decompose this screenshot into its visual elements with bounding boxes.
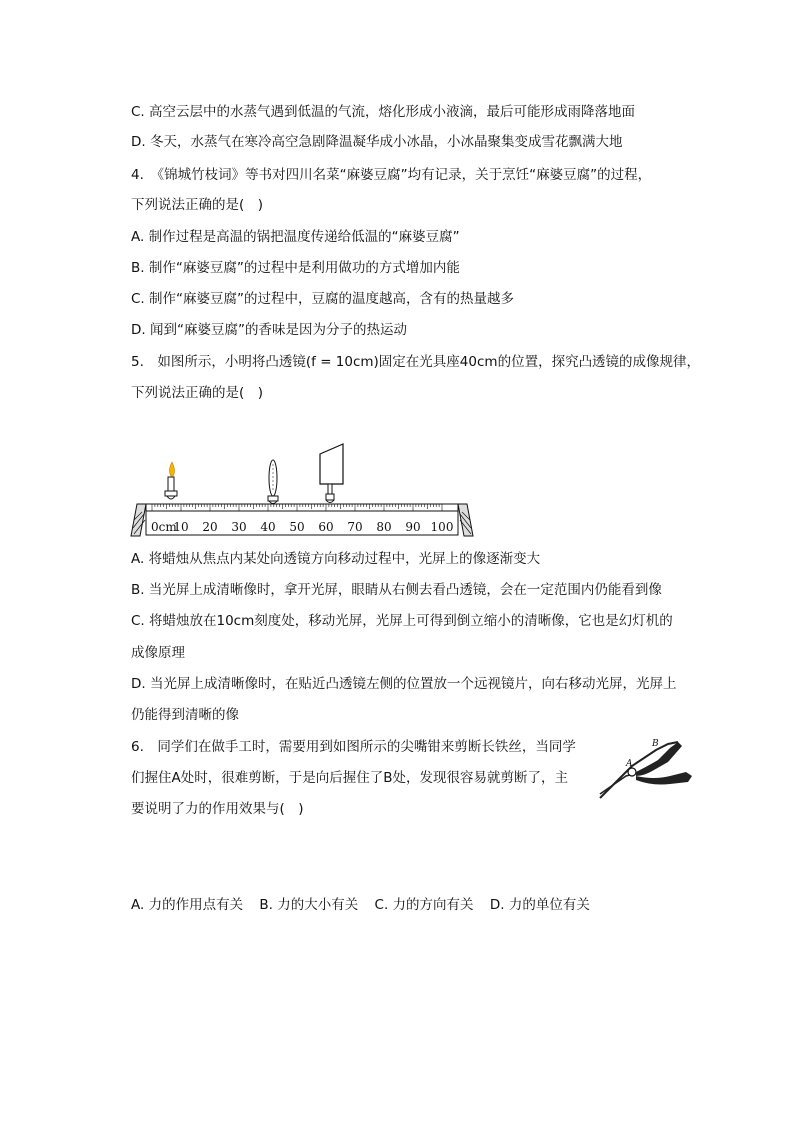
pliers-label-a: A bbox=[626, 759, 633, 769]
ruler-label: 60 bbox=[318, 520, 334, 534]
q4-option-b: B. 制作“麻婆豆腐”的过程中是利用做功的方式增加内能 bbox=[131, 260, 460, 276]
q4-stem-line2: 下列说法正确的是( ) bbox=[131, 197, 264, 213]
q5-stem-line1: 5. 如图所示，小明将凸透镜(f = 10cm)固定在光具座40cm的位置，探究凸透镜的成像规律， bbox=[131, 354, 701, 370]
q4-stem-line1: 4. 《锦城竹枝词》等书对四川名菜“麻婆豆腐”均有记录，关于烹饪“麻婆豆腐”的过程， bbox=[131, 167, 652, 183]
q6-option-b: B. 力的大小有关 bbox=[259, 897, 359, 913]
ruler-label: 50 bbox=[289, 520, 305, 534]
q6-stem-line1: 6. 同学们在做手工时，需要用到如图所示的尖嘴钳来剪断长铁丝，当同学 bbox=[131, 739, 576, 755]
pliers-label-b: B bbox=[652, 739, 659, 749]
q5-option-d-line1: D. 当光屏上成清晰像时，在贴近凸透镜左侧的位置放一个远视镜片，向右移动光屏，光屏上 bbox=[131, 676, 677, 692]
ruler-label: 90 bbox=[405, 520, 421, 534]
pliers-figure bbox=[596, 736, 696, 802]
ruler-label: 80 bbox=[376, 520, 392, 534]
q5-option-c-line1: C. 将蜡烛放在10cm刻度处，移动光屏，光屏上可得到倒立缩小的清晰像，它也是幻灯机的 bbox=[131, 613, 673, 629]
q5-option-a: A. 将蜡烛从焦点内某处向透镜方向移动过程中，光屏上的像逐渐变大 bbox=[131, 551, 541, 567]
ruler-label: 30 bbox=[231, 520, 247, 534]
light-screen bbox=[320, 444, 343, 503]
q5-option-b: B. 当光屏上成清晰像时，拿开光屏，眼睛从右侧去看凸透镜，会在一定范围内仍能看到像 bbox=[131, 582, 662, 598]
ruler-label: 100 bbox=[430, 520, 454, 534]
ruler-label: 70 bbox=[347, 520, 363, 534]
q4-option-c: C. 制作“麻婆豆腐”的过程中，豆腐的温度越高，含有的热量越多 bbox=[131, 291, 514, 307]
q3-option-c: C. 高空云层中的水蒸气遇到低温的气流，熔化形成小液滴，最后可能形成雨降落地面 bbox=[131, 104, 636, 120]
q3-option-d: D. 冬天，水蒸气在寒冷高空急剧降温凝华成小冰晶，小冰晶聚集变成雪花飘满大地 bbox=[131, 134, 623, 150]
q5-option-c-line2: 成像原理 bbox=[131, 645, 185, 661]
q4-option-a: A. 制作过程是高温的锅把温度传递给低温的“麻婆豆腐” bbox=[131, 229, 460, 245]
convex-lens bbox=[268, 460, 278, 504]
q5-stem-line2: 下列说法正确的是( ) bbox=[131, 385, 264, 401]
q6-stem-line2: 们握住A处时，很难剪断，于是向后握住了B处，发现很容易就剪断了，主 bbox=[131, 770, 568, 786]
q6-option-d: D. 力的单位有关 bbox=[489, 897, 590, 913]
ruler-label: 40 bbox=[260, 520, 276, 534]
bench-left-leg bbox=[131, 504, 146, 536]
q6-option-a: A. 力的作用点有关 bbox=[131, 897, 244, 913]
candle bbox=[165, 462, 177, 499]
q5-option-d-line2: 仍能得到清晰的像 bbox=[131, 707, 239, 723]
bench-right-leg bbox=[458, 504, 473, 536]
ruler-label: 10 bbox=[173, 520, 189, 534]
q6-stem-line3: 要说明了力的作用效果与( ) bbox=[131, 801, 304, 817]
q6-options bbox=[131, 893, 602, 913]
ruler-label: 0cm bbox=[151, 520, 177, 534]
q4-option-d: D. 闻到“麻婆豆腐”的香味是因为分子的热运动 bbox=[131, 322, 407, 338]
q6-option-c: C. 力的方向有关 bbox=[374, 897, 474, 913]
ruler-label: 20 bbox=[202, 520, 218, 534]
optical-bench-figure bbox=[128, 440, 478, 542]
